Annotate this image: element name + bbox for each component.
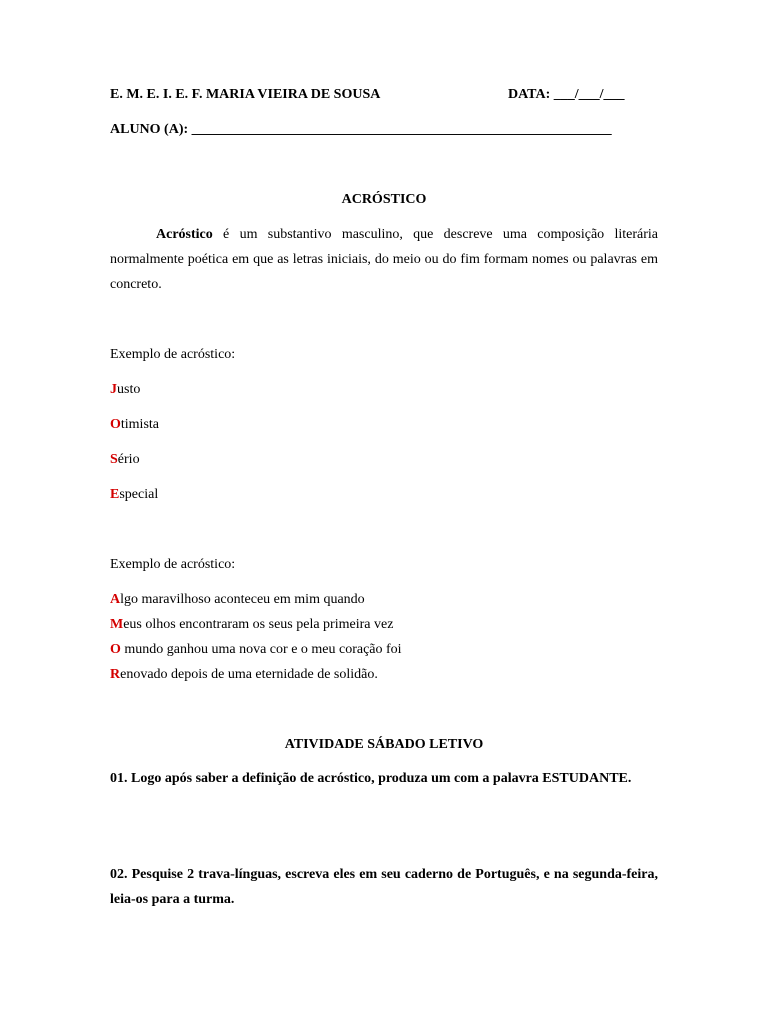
acrostic-line [110, 451, 140, 469]
acrostic-rest: mundo ganhou uma nova cor e o meu coração foi [120, 642, 402, 657]
acrostic-initial: R [110, 667, 121, 682]
date-field: DATA: ___/___/___ [508, 87, 625, 102]
question-1: 01. Logo após saber a definição de acróstico, produza um com a palavra ESTUDANTE. [110, 771, 632, 786]
acrostic-line [110, 591, 365, 609]
example-label: Exemplo de acróstico: [110, 347, 236, 362]
acrostic-rest: enovado depois de uma eternidade de solidão. [120, 667, 378, 682]
acrostic-line [110, 381, 140, 399]
definition-text: é um substantivo masculino, que descreve uma composição literária normalmente poética em que as letras iniciais, do meio ou do fim formam nomes ou palavras em concreto. [110, 227, 658, 292]
acrostic-line [110, 486, 158, 504]
acrostic-rest: timista [120, 417, 160, 432]
school-name: E. M. E. I. E. F. MARIA VIEIRA DE SOUSA [110, 87, 381, 102]
acrostic-rest: ério [117, 452, 140, 467]
acrostic-initial: J [110, 382, 117, 397]
acrostic-line [110, 641, 402, 659]
definition-paragraph [110, 222, 658, 297]
acrostic-line [110, 416, 159, 434]
acrostic-rest: eus olhos encontraram os seus pela primeira vez [123, 617, 394, 632]
acrostic-initial: A [110, 592, 121, 607]
acrostic-rest: lgo maravilhoso aconteceu em mim quando [120, 592, 365, 607]
acrostic-initial: O [110, 417, 121, 432]
acrostic-rest: usto [117, 382, 141, 397]
definition-term: Acróstico [156, 227, 213, 242]
question-2: 02. Pesquise 2 trava-línguas, escreva eles em seu caderno de Português, e na segunda-feira, leia-os para a turma. [110, 867, 658, 907]
section-title: ACRÓSTICO [341, 192, 427, 207]
student-name-field: ALUNO (A): ____________________________________________________________ [110, 122, 612, 137]
acrostic-initial: E [110, 487, 120, 502]
acrostic-initial: S [110, 452, 118, 467]
acrostic-line [110, 616, 393, 634]
acrostic-line [110, 666, 378, 684]
example-label: Exemplo de acróstico: [110, 557, 236, 572]
acrostic-initial: M [110, 617, 124, 632]
acrostic-rest: special [119, 487, 159, 502]
acrostic-initial: O [110, 642, 121, 657]
activity-title: ATIVIDADE SÁBADO LETIVO [284, 737, 484, 752]
